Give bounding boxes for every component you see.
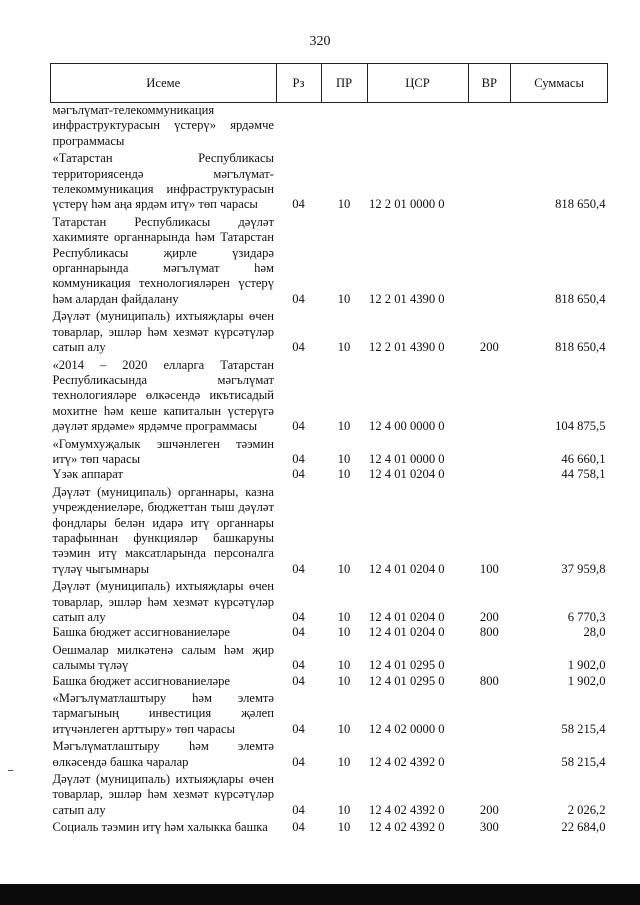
row-pr: 10 [337, 610, 351, 624]
row-rz: 04 [292, 561, 305, 576]
row-csr: 12 2 01 4390 0 [369, 340, 445, 355]
row-pr: 10 [337, 451, 351, 466]
row-vr: 800 [479, 625, 499, 640]
row-name: Үзәк аппарат [52, 467, 123, 482]
row-pr: 10 [337, 754, 351, 769]
row-csr: 12 4 00 0000 0 [369, 419, 445, 434]
row-rz: 04 [292, 467, 305, 482]
row-pr: 10 [337, 721, 351, 736]
row-sum: 58 215,4 [561, 721, 606, 736]
row-name: Мәгълүматлаштыру һәм элемтә өлкәсендә башка чаралар [52, 739, 275, 769]
budget-table [50, 63, 608, 836]
table-row [51, 577, 608, 625]
row-csr: 12 4 02 4392 0 [369, 754, 445, 769]
row-name: «Гомумхуҗалык эшчәнлеген тәэмин итү» төп чарасы [52, 436, 275, 466]
row-pr: 10 [337, 820, 351, 835]
row-name: «Татарстан Республикасы территориясендә мәгълүмат-телекоммуникация инфраструктурасын үстерү һәм аңа ярдәм итү» төп чарасы [52, 151, 275, 212]
row-vr [468, 149, 511, 213]
row-pr: 10 [337, 658, 351, 673]
row-sum: 28,0 [583, 625, 606, 640]
row-vr: 100 [479, 561, 499, 576]
row-rz [276, 103, 321, 150]
row-sum [511, 103, 608, 150]
row-name: Татарстан Республикасы дәүләт хакимияте органнарында һәм Татарстан Республикасы җирле үзидарә органнарында мәгълүмат һәм коммуникация технологияләрен үстерү һәм алардан файдалану [52, 214, 275, 306]
row-name: Оешмалар милкәтенә салым һәм җир салымы түләү [52, 642, 275, 673]
row-vr [468, 737, 511, 770]
row-pr: 10 [337, 625, 351, 640]
table-row [51, 103, 608, 150]
page-number: 320 [309, 34, 331, 49]
row-csr: 12 4 01 0000 0 [369, 451, 445, 466]
row-pr: 10 [337, 419, 351, 434]
header-csr: ЦСР [367, 64, 468, 103]
row-sum: 818 650,4 [555, 197, 606, 212]
row-sum: 104 875,5 [555, 419, 606, 434]
row-sum: 818 650,4 [555, 340, 606, 355]
row-csr: 12 4 02 4392 0 [369, 820, 445, 835]
row-rz: 04 [292, 820, 305, 835]
row-csr: 12 4 01 0204 0 [369, 610, 445, 624]
row-csr: 12 2 01 4390 0 [369, 291, 445, 306]
row-vr [468, 467, 511, 482]
table-row [51, 307, 608, 355]
row-csr: 12 4 01 0204 0 [369, 561, 445, 576]
row-sum: 1 902,0 [567, 658, 606, 673]
table-row [51, 149, 608, 213]
header-sum: Суммасы [511, 64, 608, 103]
row-csr: 12 2 01 0000 0 [369, 197, 445, 212]
row-pr: 10 [337, 673, 351, 688]
row-name: Дәүләт (муниципаль) ихтыяҗлары өчен товарлар, эшләр һәм хезмәт күрсәтүләр сатып алу [52, 579, 275, 624]
table-row [51, 356, 608, 435]
row-vr [468, 356, 511, 435]
row-rz: 04 [292, 197, 305, 212]
row-rz: 04 [292, 673, 305, 688]
row-vr: 200 [479, 802, 499, 817]
table-row [51, 674, 608, 689]
row-csr: 12 4 02 4392 0 [369, 802, 445, 817]
scan-edge-bar [0, 884, 640, 905]
header-rz: Рз [276, 64, 321, 103]
row-pr: 10 [337, 802, 351, 817]
row-name: Башка бюджет ассигнованиеләре [52, 673, 230, 688]
row-name: Башка бюджет ассигнованиеләре [52, 625, 230, 640]
table-row [51, 213, 608, 307]
row-rz: 04 [292, 658, 305, 673]
table-row [51, 818, 608, 835]
row-name: Дәүләт (муниципаль) ихтыяҗлары өчен товарлар, эшләр һәм хезмәт күрсәтүләр сатып алу [52, 309, 275, 355]
row-name: «Мәгълүматлаштыру һәм элемтә тармагының инвестиция җәлеп итүчәнлеген арттыру» төп чарасы [52, 691, 275, 736]
row-name: Социаль тәэмин итү һәм халыкка башка [52, 820, 268, 835]
table-row [51, 467, 608, 482]
table-row [51, 689, 608, 737]
header-pr: ПР [321, 64, 367, 103]
row-csr: 12 4 01 0295 0 [369, 673, 445, 688]
row-pr: 10 [337, 561, 351, 576]
header-name: Исеме [51, 64, 277, 103]
row-pr: 10 [337, 291, 351, 306]
row-sum: 2 026,2 [567, 802, 606, 817]
row-sum: 1 902,0 [567, 673, 606, 688]
table-header [51, 64, 608, 103]
row-rz: 04 [292, 625, 305, 640]
row-name: мәгълүмат-телекоммуникация инфраструктурасын үстерү» ярдәмче программасы [52, 103, 275, 148]
row-rz: 04 [292, 291, 305, 306]
row-vr [468, 213, 511, 307]
margin-mark [8, 770, 13, 771]
row-rz: 04 [292, 721, 305, 736]
row-csr [367, 103, 468, 150]
row-rz: 04 [292, 754, 305, 769]
table-row [51, 770, 608, 818]
row-sum: 37 959,8 [561, 561, 606, 576]
row-sum: 58 215,4 [561, 754, 606, 769]
row-sum: 6 770,3 [567, 610, 606, 624]
row-rz: 04 [292, 340, 305, 355]
row-rz: 04 [292, 419, 305, 434]
header-row [51, 64, 608, 103]
row-csr: 12 4 02 0000 0 [369, 721, 445, 736]
row-pr [321, 103, 367, 150]
row-sum: 44 758,1 [561, 467, 606, 482]
row-vr [468, 435, 511, 468]
row-name: «2014 – 2020 елларга Татарстан Республикасында мәгълүмат технологияләре өлкәсендә икътисадый мохитне һәм кеше капиталын үстерүгә дәүләт ярдәме» ярдәмче программасы [52, 357, 275, 434]
row-pr: 10 [337, 197, 351, 212]
table-row [51, 625, 608, 640]
table-row [51, 641, 608, 674]
row-vr: 200 [479, 610, 499, 624]
row-csr: 12 4 01 0204 0 [369, 467, 445, 482]
row-rz: 04 [292, 451, 305, 466]
header-vr: ВР [468, 64, 511, 103]
row-rz: 04 [292, 802, 305, 817]
row-pr: 10 [337, 467, 351, 482]
row-name: Дәүләт (муниципаль) органнары, казна учреждениеләре, бюджеттан тыш дәүләт фондлары белән идарә итү органнары тарафыннан функцияләр башкаруны тәэмин итү максатларында персоналга түләү чыгымнары [52, 484, 275, 576]
table-row [51, 435, 608, 468]
row-vr [468, 103, 511, 150]
row-name: Дәүләт (муниципаль) ихтыяҗлары өчен товарлар, эшләр һәм хезмәт күрсәтүләр сатып алу [52, 772, 275, 817]
row-vr: 300 [479, 820, 499, 835]
row-sum: 46 660,1 [561, 451, 606, 466]
row-pr: 10 [337, 340, 351, 355]
row-sum: 22 684,0 [561, 820, 606, 835]
row-vr: 200 [479, 340, 499, 355]
row-rz: 04 [292, 610, 305, 624]
table-row [51, 483, 608, 577]
row-vr [468, 689, 511, 737]
row-vr [468, 641, 511, 674]
row-sum: 818 650,4 [555, 291, 606, 306]
table-row [51, 737, 608, 770]
row-csr: 12 4 01 0204 0 [369, 625, 445, 640]
row-csr: 12 4 01 0295 0 [369, 658, 445, 673]
row-vr: 800 [479, 673, 499, 688]
